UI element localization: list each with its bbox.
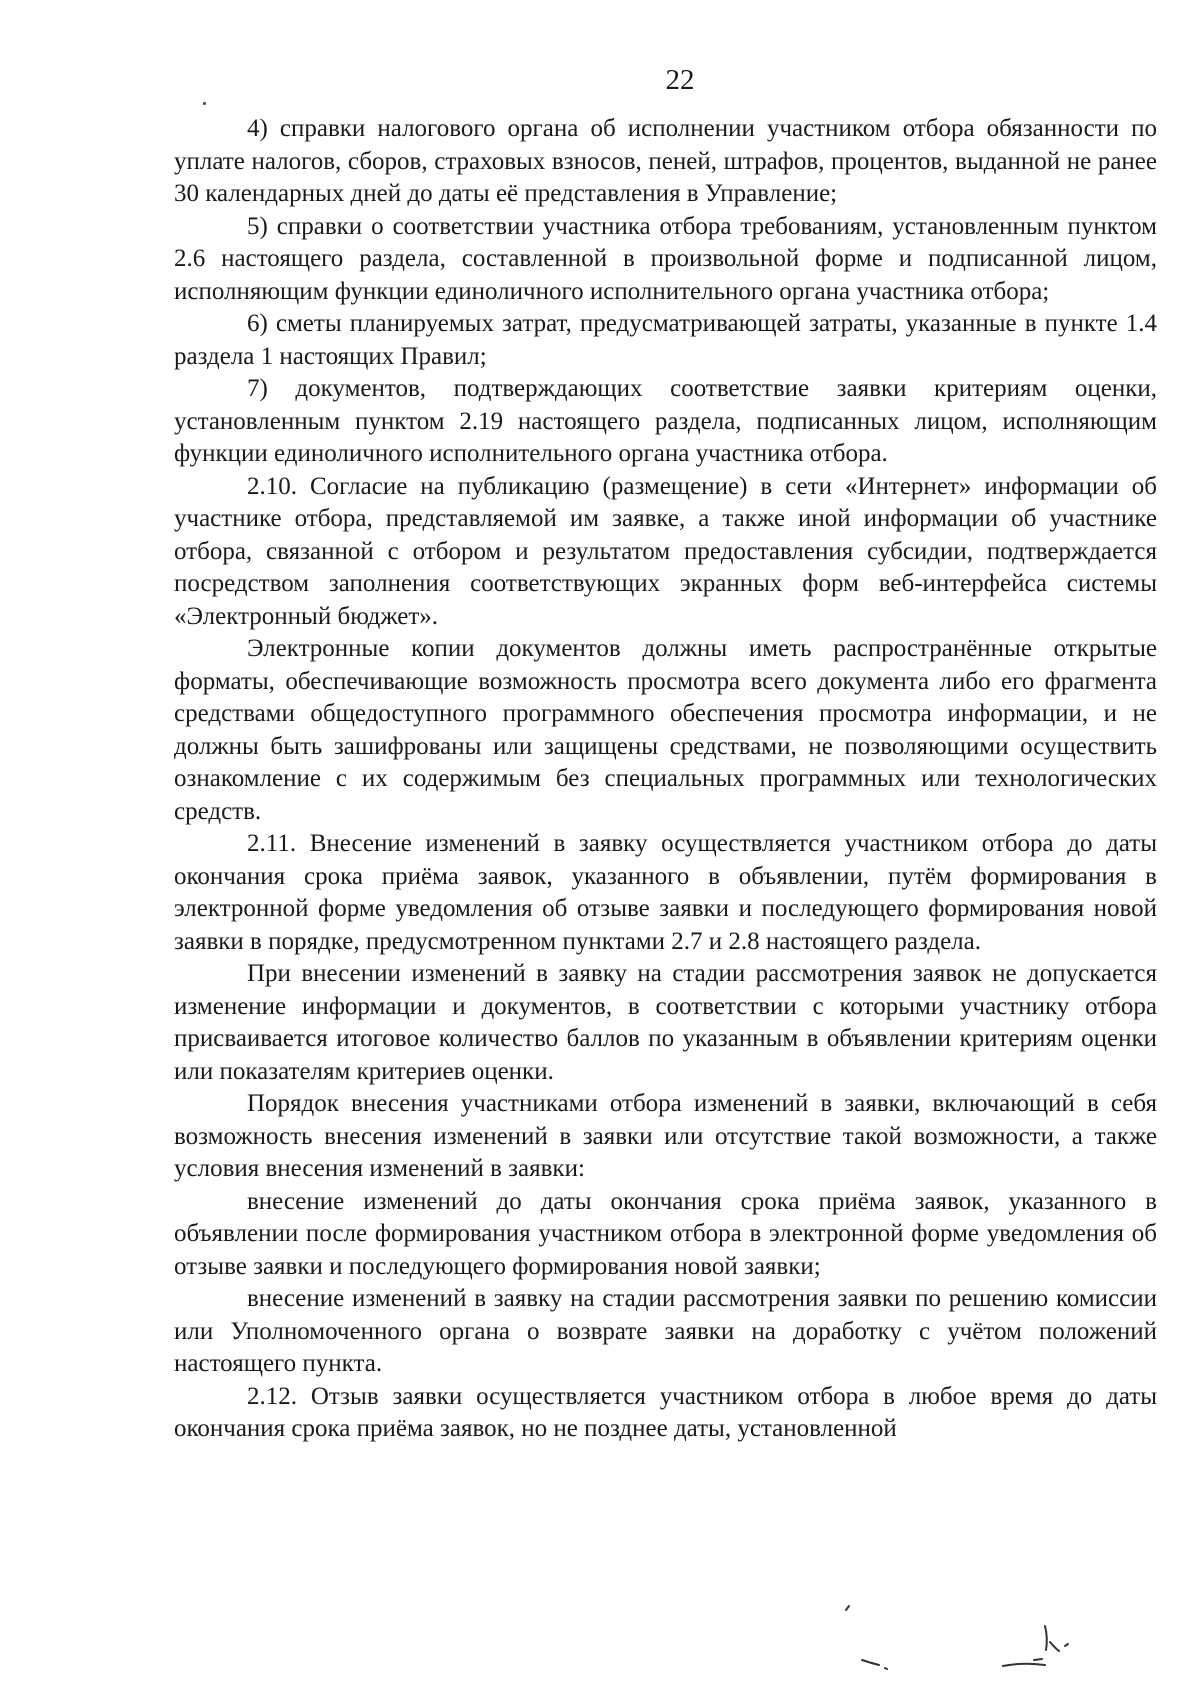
pen-mark bbox=[862, 1660, 879, 1665]
pen-mark bbox=[885, 1668, 887, 1669]
pen-mark bbox=[1045, 1626, 1047, 1650]
pen-marks bbox=[846, 1606, 1068, 1669]
page-number: 22 bbox=[665, 64, 695, 96]
paragraph-item-6: 6) сметы планируемых затрат, предусматривающей затраты, указанные в пункте 1.4 раздела 1 настоящих Правил; bbox=[174, 310, 1157, 370]
scan-speck bbox=[203, 102, 206, 105]
paragraph-changes-on-review: внесение изменений в заявку на стадии рассмотрения заявки по решению комиссии или Уполномоченного органа о возврате заявки на доработку с учётом положений настоящего пункта. bbox=[174, 1285, 1157, 1377]
paragraph-electronic-copies: Электронные копии документов должны иметь распространённые открытые форматы, обеспечивающие возможность просмотра всего документа либо его фрагмента средствами общедоступного программного обеспечения просмотра информации, и не должны быть зашифрованы или защищены средствами, не позволяющими осуществить ознакомление с их содержимым без специальных программных или технологических средств. bbox=[174, 635, 1157, 825]
paragraph-clause-2-10: 2.10. Согласие на публикацию (размещение) в сети «Интернет» информации об участнике отбора, представляемой им заявке, а также иной информации об участнике отбора, связанной с отбором и результатом предоставления субсидии, подтверждается посредством заполнения соответствующих экранных форм веб-интерфейса системы «Электронный бюджет». bbox=[174, 472, 1157, 630]
paragraph-changes-procedure: Порядок внесения участниками отбора изменений в заявки, включающий в себя возможность внесения изменений в заявки или отсутствие такой возможности, а также условия внесения изменений в заявки: bbox=[174, 1090, 1157, 1182]
paragraph-clause-2-11: 2.11. Внесение изменений в заявку осуществляется участником отбора до даты окончания срока приёма заявок, указанного в объявлении, путём формирования в электронной форме уведомления об отзыве заявки и последующего формирования новой заявки в порядке, предусмотренном пунктами 2.7 и 2.8 настоящего раздела. bbox=[174, 830, 1157, 955]
paragraph-changes-review-stage: При внесении изменений в заявку на стадии рассмотрения заявок не допускается изменение информации и документов, в соответствии с которыми участнику отбора присваивается итоговое количество баллов по указанным в объявлении критериям оценки или показателям критериев оценки. bbox=[174, 960, 1157, 1085]
paragraph-item-7: 7) документов, подтверждающих соответствие заявки критериям оценки, установленным пунктом 2.19 настоящего раздела, подписанных лицом, исполняющим функции единоличного исполнительного органа участника отбора. bbox=[174, 375, 1157, 467]
paragraph-clause-2-12: 2.12. Отзыв заявки осуществляется участником отбора в любое время до даты окончания срока приёма заявок, но не позднее даты, установленной bbox=[174, 1382, 1157, 1442]
paragraph-changes-before-deadline: внесение изменений до даты окончания срока приёма заявок, указанного в объявлении после формирования участником отбора в электронной форме уведомления об отзыве заявки и последующего формирования новой заявки; bbox=[174, 1187, 1157, 1280]
pen-mark bbox=[1065, 1644, 1068, 1646]
paragraph-item-5: 5) справки о соответствии участника отбора требованиям, установленным пунктом 2.6 настоящего раздела, составленной в произвольной форме и подписанной лицом, исполняющим функции единоличного исполнительного органа участника отбора; bbox=[174, 212, 1157, 305]
pen-mark bbox=[846, 1606, 849, 1610]
paragraph-item-4: 4) справки налогового органа об исполнении участником отбора обязанности по уплате налогов, сборов, страховых взносов, пеней, штрафов, процентов, выданной не ранее 30 календарных дней до даты её представления в Управление; bbox=[174, 115, 1157, 207]
document-body bbox=[174, 113, 1157, 1446]
pen-mark bbox=[1034, 1659, 1042, 1660]
pen-mark bbox=[1003, 1664, 1045, 1666]
pen-mark bbox=[1050, 1642, 1059, 1651]
